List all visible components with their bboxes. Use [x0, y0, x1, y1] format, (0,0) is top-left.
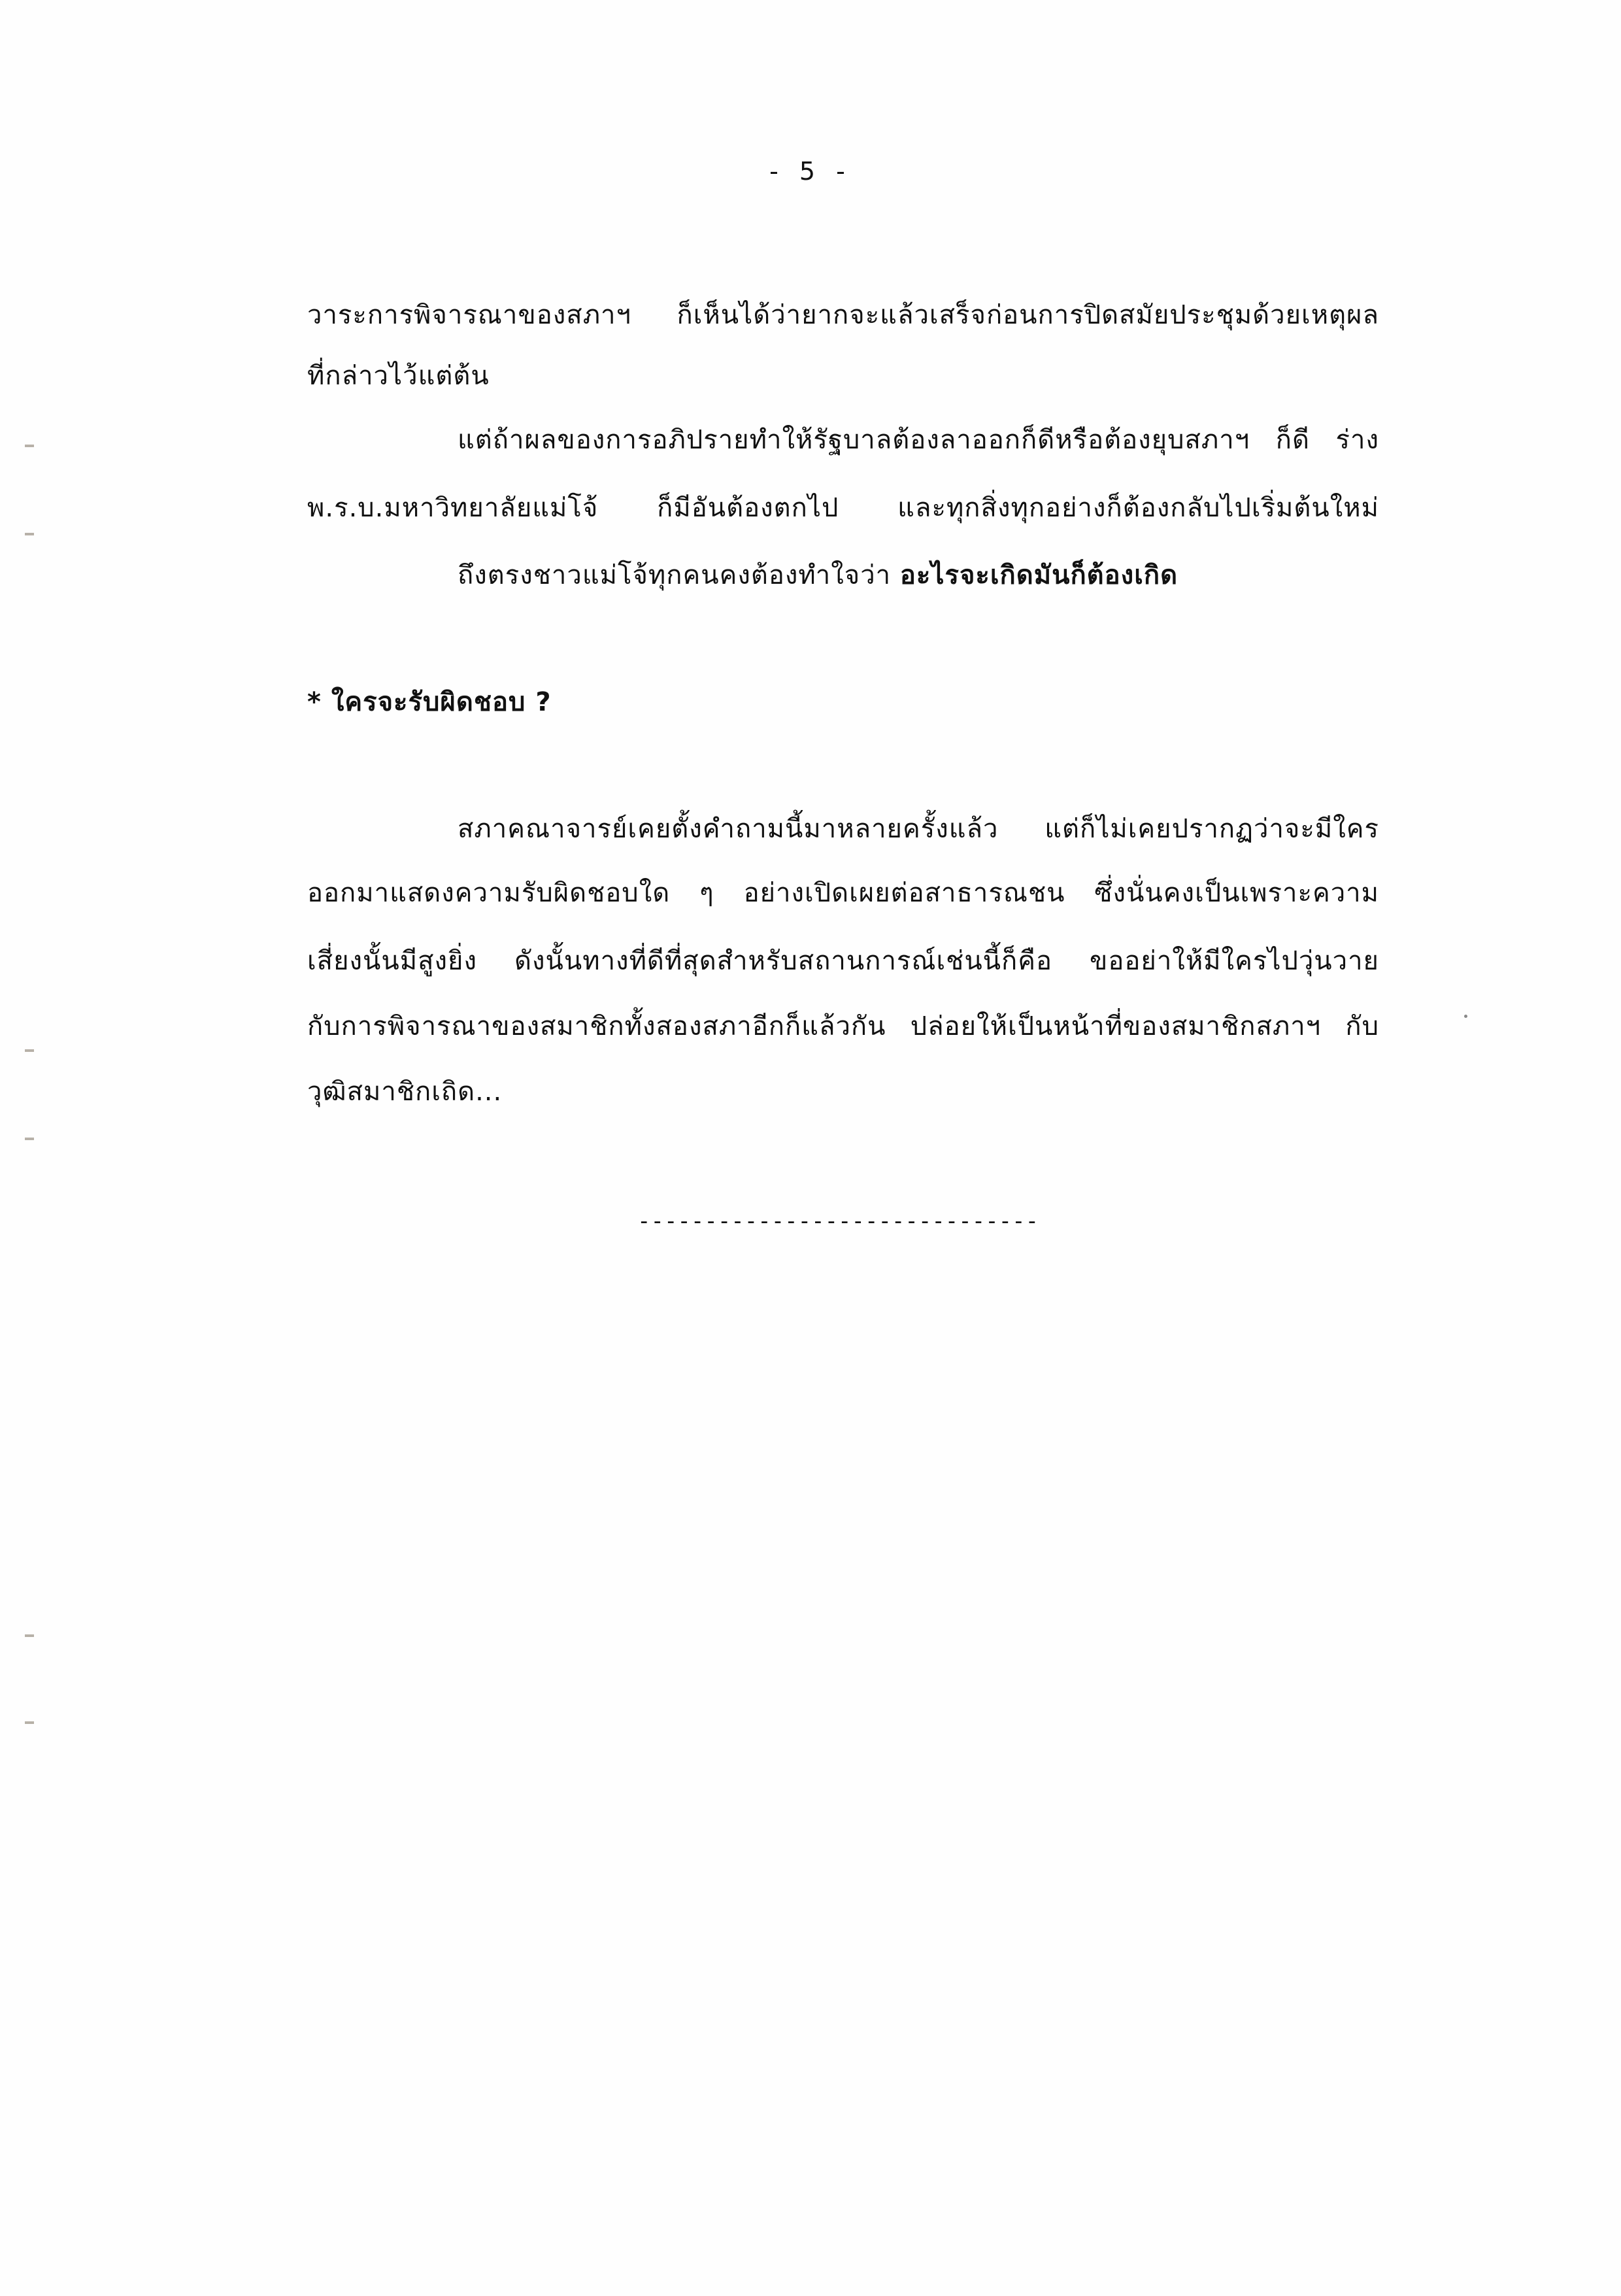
paragraph-2-line-1: แต่ถ้าผลของการอภิปรายทำให้รัฐบาลต้องลาออกก็ดีหรือต้องยุบสภาฯ ก็ดี ร่าง — [458, 425, 1379, 455]
margin-mark — [25, 1049, 34, 1052]
paragraph-3-emphasis: อะไรจะเกิดมันก็ต้องเกิด — [899, 560, 1178, 590]
margin-mark — [25, 445, 34, 447]
section-heading: * ใครจะรับผิดชอบ ? — [307, 687, 552, 717]
paragraph-4-line-5: วุฒิสมาชิกเถิด... — [307, 1077, 503, 1107]
paragraph-4-line-2: ออกมาแสดงความรับผิดชอบใด ๆ อย่างเปิดเผยต่อสาธารณชน ซึ่งนั่นคงเป็นเพราะความ — [307, 878, 1379, 908]
closing-dashed-rule: ------------------------------ — [637, 1208, 1039, 1234]
paragraph-4-line-3: เสี่ยงนั้นมีสูงยิ่ง ดังนั้นทางที่ดีที่สุดสำหรับสถานการณ์เช่นนี้ก็คือ ขออย่าให้มีใครไปวุ่นวาย — [307, 946, 1379, 976]
paragraph-3-text: ถึงตรงชาวแม่โจ้ทุกคนคงต้องทำใจว่า — [458, 560, 900, 590]
paragraph-2-line-2: พ.ร.บ.มหาวิทยาลัยแม่โจ้ ก็มีอันต้องตกไป และทุกสิ่งทุกอย่างก็ต้องกลับไปเริ่มต้นใหม่ — [307, 493, 1379, 523]
paragraph-1-line-1: วาระการพิจารณาของสภาฯ ก็เห็นได้ว่ายากจะแล้วเสร็จก่อนการปิดสมัยประชุมด้วยเหตุผล — [307, 300, 1379, 330]
stray-dot — [1464, 1015, 1467, 1018]
paragraph-1-line-2: ที่กล่าวไว้แต่ต้น — [307, 361, 490, 391]
margin-mark — [25, 533, 34, 535]
margin-mark — [25, 1721, 34, 1724]
paragraph-3 — [458, 556, 1379, 595]
paragraph-4-line-1: สภาคณาจารย์เคยตั้งคำถามนี้มาหลายครั้งแล้ว แต่ก็ไม่เคยปรากฏว่าจะมีใคร — [458, 814, 1379, 844]
margin-mark — [25, 1634, 34, 1637]
page-number: - 5 - — [769, 157, 852, 186]
margin-mark — [25, 1138, 34, 1140]
paragraph-4-line-4: กับการพิจารณาของสมาชิกทั้งสองสภาอีกก็แล้วกัน ปล่อยให้เป็นหน้าที่ของสมาชิกสภาฯ กับ — [307, 1011, 1379, 1041]
